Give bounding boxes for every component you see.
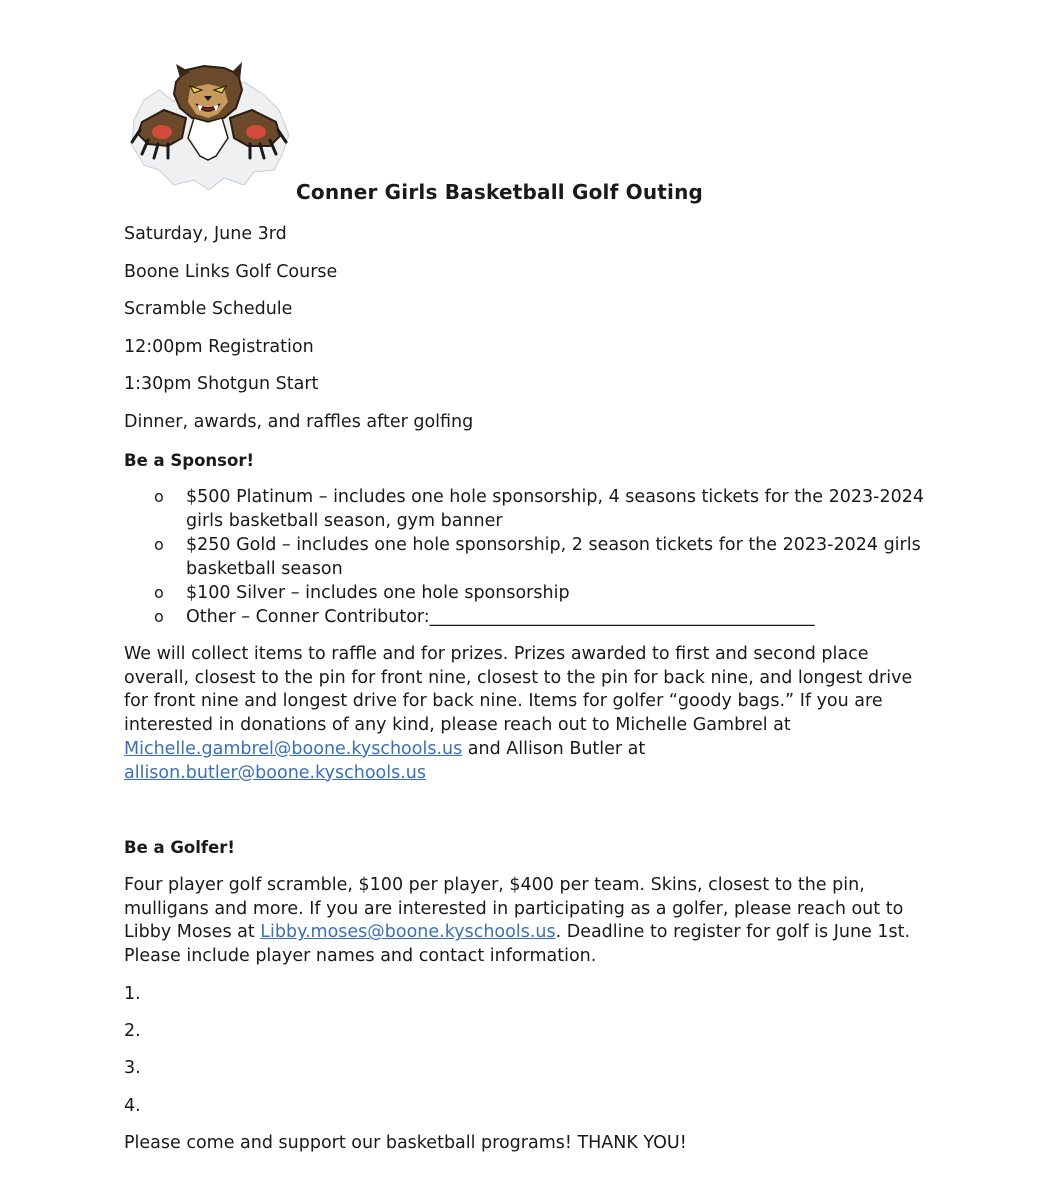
- golfer-heading: Be a Golfer!: [124, 838, 235, 857]
- player-slot-2: 2.: [124, 1021, 141, 1041]
- sponsor-level-text: $500 Platinum – includes one hole sponsorship, 4 seasons tickets for the 2023-2024 girls basketball season, gym banner: [186, 487, 924, 531]
- donations-text: We will collect items to raffle and for prizes. Prizes awarded to first and second place overall, closest to the pin for front nine, closest to the pin for back nine, and longest drive for front nine and longest drive for back nine. Items for golfer “goody bags.” If you are interested in donations of any kind, please reach out to Michelle Gambrel at: [124, 644, 913, 736]
- closing-line: Please come and support our basketball programs! THANK YOU!: [124, 1133, 687, 1153]
- event-format: Scramble Schedule: [124, 299, 293, 319]
- michelle-email-link[interactable]: Michelle.gambrel@boone.kyschools.us: [124, 738, 463, 759]
- sponsor-level-item: [124, 605, 944, 629]
- list-bullet: o: [154, 535, 164, 554]
- donations-text: and Allison Butler at: [462, 738, 646, 759]
- list-bullet: o: [154, 583, 164, 602]
- golfer-text: . Deadline to register for golf is June 1st. Please include player names and contact information.: [124, 922, 911, 967]
- player-slot-3: 3.: [124, 1058, 141, 1078]
- sponsor-level-text: Other – Conner Contributor:____________________________________________: [186, 607, 815, 627]
- golfer-paragraph: [124, 874, 939, 969]
- event-registration-time: 12:00pm Registration: [124, 337, 314, 357]
- sponsor-level-item: [124, 485, 944, 533]
- sponsor-level-item: [124, 533, 944, 581]
- libby-email-link[interactable]: Libby.moses@boone.kyschools.us: [260, 922, 556, 943]
- event-start-time: 1:30pm Shotgun Start: [124, 374, 319, 394]
- event-date: Saturday, June 3rd: [124, 224, 287, 244]
- sponsor-level-item: [124, 581, 944, 605]
- event-location: Boone Links Golf Course: [124, 262, 338, 282]
- sponsor-heading: Be a Sponsor!: [124, 451, 254, 470]
- sponsor-levels-list: [124, 485, 944, 629]
- donations-paragraph: [124, 643, 939, 785]
- sponsor-level-text: $100 Silver – includes one hole sponsorship: [186, 583, 570, 603]
- panther-mascot-logo: [124, 60, 294, 195]
- list-bullet: o: [154, 607, 164, 626]
- list-bullet: o: [154, 487, 164, 506]
- document-title: Conner Girls Basketball Golf Outing: [296, 180, 704, 204]
- allison-email-link[interactable]: allison.butler@boone.kyschools.us: [124, 762, 426, 783]
- player-slot-4: 4.: [124, 1096, 141, 1116]
- player-slot-1: 1.: [124, 984, 141, 1004]
- event-after-golf: Dinner, awards, and raffles after golfing: [124, 412, 474, 432]
- sponsor-level-text: $250 Gold – includes one hole sponsorship, 2 season tickets for the 2023-2024 girls basketball season: [186, 535, 921, 579]
- golfer-text: Four player golf scramble, $100 per player, $400 per team. Skins, closest to the pin, mulligans and more. If you are interested in participating as a golfer, please reach out to Libby Moses at: [124, 875, 904, 943]
